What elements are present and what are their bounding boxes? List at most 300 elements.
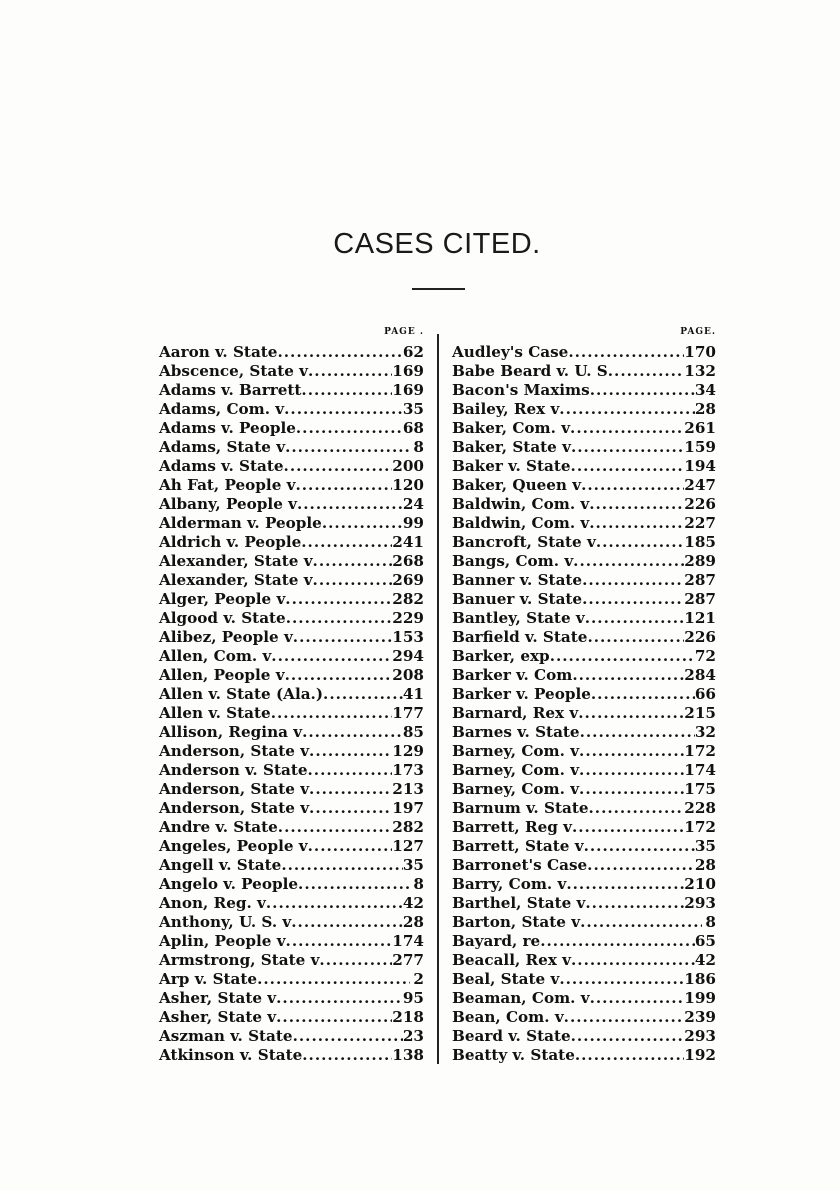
case-page-number: 129 [392,742,424,760]
case-page-number: 229 [392,609,424,627]
dot-leader [301,381,392,400]
dot-leader [590,989,685,1008]
dot-leader [575,1046,684,1065]
dot-leader [313,571,393,590]
right-page-header: PAGE. [680,327,716,337]
case-entry [159,590,424,609]
case-name: Alexander, State v [159,552,313,570]
case-entry [452,780,716,799]
dot-leader [266,894,403,913]
dot-leader [301,533,392,552]
case-name: Bacon's Maxims [452,381,590,399]
case-entry [159,685,424,704]
case-name: Beard v. State [452,1027,571,1045]
dot-leader [584,837,695,856]
dot-leader [257,970,410,989]
case-name: Adams, Com. v [159,400,285,418]
dot-leader [309,799,392,818]
left-column [159,325,424,1065]
case-name: Alibez, People v [159,628,293,646]
case-name: Barthel, State v [452,894,586,912]
case-entry [452,1027,716,1046]
case-name: Barnes v. State [452,723,580,741]
dot-leader [295,476,392,495]
case-page-number: 192 [684,1046,716,1064]
case-page-number: 293 [684,894,716,912]
case-entry [452,571,716,590]
case-entry [159,818,424,837]
dot-leader [559,970,684,989]
dot-leader [309,780,392,799]
case-name: Barry, Com. v [452,875,567,893]
case-name: Angell v. State [159,856,282,874]
case-name: Anon, Reg. v [159,894,266,912]
case-page-number: 197 [392,799,424,817]
case-name: Adams v. State [159,457,284,475]
case-page-number: 132 [684,362,716,380]
case-page-number: 282 [392,590,424,608]
case-entry [159,970,424,989]
case-page-number: 153 [392,628,424,646]
case-page-number: 120 [392,476,424,494]
case-page-number: 85 [402,723,424,741]
case-entry [452,970,716,989]
case-page-number: 72 [694,647,716,665]
case-page-number: 177 [392,704,424,722]
case-name: Baker v. State [452,457,571,475]
case-entry [159,343,424,362]
case-page-number: 226 [684,495,716,513]
case-page-number: 99 [402,514,424,532]
case-name: Allison, Regina v [159,723,303,741]
case-page-number: 32 [694,723,716,741]
case-entry [452,989,716,1008]
case-name: Barnum v. State [452,799,589,817]
case-page-number: 159 [684,438,716,456]
case-entry [159,476,424,495]
case-entry [452,628,716,647]
case-name: Allen, People v [159,666,285,684]
case-name: Barney, Com. v [452,742,580,760]
dot-leader [540,932,695,951]
case-entry [159,495,424,514]
case-name: Aaron v. State [159,343,278,361]
dot-leader [608,362,685,381]
case-entry [159,989,424,1008]
case-name: Beaman, Com. v [452,989,590,1007]
dot-leader [579,742,684,761]
case-entry [159,533,424,552]
case-entry [452,837,716,856]
case-name: Bean, Com. v [452,1008,564,1026]
dot-leader [319,951,392,970]
case-name: Allen v. State (Ala.) [159,685,324,703]
case-name: Atkinson v. State [159,1046,303,1064]
case-name: Beatty v. State [452,1046,575,1064]
right-case-list [452,343,716,1065]
case-entry [159,837,424,856]
case-entry [159,609,424,628]
page-title: CASES CITED. [333,228,541,260]
case-entry [452,742,716,761]
dot-leader [313,552,393,571]
dot-leader [596,533,684,552]
case-name: Barney, Com. v [452,780,580,798]
case-page-number: 247 [684,476,716,494]
case-entry [452,761,716,780]
case-name: Anderson, State v [159,780,310,798]
dot-leader [271,704,393,723]
left-page-header: PAGE . [384,327,424,337]
case-entry [452,1008,716,1027]
case-entry [452,343,716,362]
dot-leader [308,837,393,856]
case-page-number: 95 [402,989,424,1007]
case-page-number: 174 [392,932,424,950]
case-name: Babe Beard v. U. S [452,362,608,380]
column-divider [437,334,439,1064]
case-page-number: 169 [392,381,424,399]
case-name: Asher, State v [159,1008,277,1026]
case-page-number: 8 [413,438,424,456]
case-entry [159,1027,424,1046]
case-page-number: 241 [392,533,424,551]
case-entry [159,1008,424,1027]
right-column [452,325,716,1065]
dot-leader [286,609,393,628]
case-entry [452,818,716,837]
case-name: Beacall, Rex v [452,951,571,969]
case-entry [452,552,716,571]
case-page-number: 261 [684,419,716,437]
case-entry [159,761,424,780]
dot-leader [302,723,403,742]
dot-leader [297,495,403,514]
case-name: Beal, State v [452,970,560,988]
case-name: Barker, exp [452,647,550,665]
dot-leader [308,761,393,780]
case-page-number: 186 [684,970,716,988]
case-entry [159,362,424,381]
case-entry [452,704,716,723]
dot-leader [581,476,684,495]
case-page-number: 208 [392,666,424,684]
case-page-number: 215 [684,704,716,722]
case-page-number: 28 [694,856,716,874]
dot-leader [281,856,403,875]
dot-leader [570,419,684,438]
case-name: Banuer v. State [452,590,583,608]
case-name: Audley's Case [452,343,569,361]
case-page-number: 277 [392,951,424,969]
case-name: Baldwin, Com. v [452,495,590,513]
case-name: Adams, State v [159,438,286,456]
dot-leader [579,780,684,799]
dot-leader [571,457,685,476]
case-name: Allen v. State [159,704,271,722]
dot-leader [571,1027,685,1046]
case-entry [452,533,716,552]
dot-leader [580,723,695,742]
case-page-number: 23 [402,1027,424,1045]
case-name: Barfield v. State [452,628,588,646]
case-page-number: 42 [694,951,716,969]
case-name: Barton, State v [452,913,581,931]
dot-leader [298,875,410,894]
dot-leader [585,609,685,628]
case-page-number: 287 [684,571,716,589]
case-page-number: 173 [392,761,424,779]
case-page-number: 169 [392,362,424,380]
case-page-number: 35 [694,837,716,855]
dot-leader [573,552,684,571]
case-entry [452,495,716,514]
case-page-number: 62 [402,343,424,361]
case-entry [452,913,716,932]
case-entry [452,723,716,742]
case-page-number: 210 [684,875,716,893]
case-entry [452,362,716,381]
dot-leader [571,951,695,970]
case-page-number: 28 [402,913,424,931]
case-page-number: 218 [392,1008,424,1026]
dot-leader [309,742,392,761]
case-name: Angelo v. People [159,875,299,893]
dot-leader [589,514,684,533]
case-page-number: 28 [694,400,716,418]
dot-leader [589,799,685,818]
dot-leader [559,400,695,419]
case-name: Bailey, Rex v [452,400,560,418]
case-entry [452,875,716,894]
case-entry [452,856,716,875]
dot-leader [322,514,403,533]
case-name: Banner v. State [452,571,583,589]
case-page-number: 287 [684,590,716,608]
case-page-number: 34 [694,381,716,399]
case-entry [159,457,424,476]
dot-leader [571,438,684,457]
case-page-number: 175 [684,780,716,798]
dot-leader [582,571,684,590]
case-name: Anderson v. State [159,761,308,779]
dot-leader [550,647,695,666]
case-name: Barker v. Com [452,666,573,684]
case-page-number: 35 [402,856,424,874]
case-entry [159,552,424,571]
case-page-number: 172 [684,742,716,760]
case-entry [159,799,424,818]
case-name: Angeles, People v [159,837,308,855]
case-page-number: 194 [684,457,716,475]
case-page-number: 121 [684,609,716,627]
dot-leader [284,400,403,419]
dot-leader [285,438,410,457]
case-name: Anthony, U. S. v [159,913,292,931]
case-name: Adams v. People [159,419,296,437]
case-page-number: 41 [402,685,424,703]
case-name: Adams v. Barrett [159,381,302,399]
case-name: Aplin, People v [159,932,286,950]
case-entry [159,647,424,666]
case-page-number: 8 [705,913,716,931]
case-page-number: 293 [684,1027,716,1045]
case-page-number: 226 [684,628,716,646]
case-page-number: 239 [684,1008,716,1026]
case-entry [159,932,424,951]
case-name: Baker, Queen v [452,476,582,494]
title-rule [412,288,465,290]
case-entry [159,875,424,894]
left-case-list [159,343,424,1065]
case-page-number: 65 [694,932,716,950]
dot-leader [568,343,684,362]
dot-leader [590,381,695,400]
case-entry [159,571,424,590]
case-page-number: 24 [402,495,424,513]
case-entry [159,704,424,723]
case-name: Alderman v. People [159,514,322,532]
case-name: Alger, People v [159,590,286,608]
case-entry [159,780,424,799]
case-entry [159,628,424,647]
case-page-number: 294 [392,647,424,665]
case-name: Anderson, State v [159,742,310,760]
dot-leader [587,856,695,875]
case-page-number: 289 [684,552,716,570]
case-page-number: 228 [684,799,716,817]
case-page-number: 172 [684,818,716,836]
case-entry [452,951,716,970]
case-name: Arp v. State [159,970,258,988]
case-entry [452,514,716,533]
dot-leader [277,343,402,362]
case-name: Barrett, State v [452,837,584,855]
case-entry [452,400,716,419]
case-page-number: 268 [392,552,424,570]
case-name: Allen, Com. v [159,647,272,665]
case-page-number: 2 [413,970,424,988]
dot-leader [585,894,684,913]
case-entry [159,913,424,932]
dot-leader [572,818,684,837]
case-page-number: 282 [392,818,424,836]
case-page-number: 174 [684,761,716,779]
case-name: Ah Fat, People v [159,476,296,494]
case-name: Baldwin, Com. v [452,514,590,532]
case-entry [159,1046,424,1065]
case-entry [452,609,716,628]
case-name: Barker v. People [452,685,591,703]
case-name: Baker, Com. v [452,419,571,437]
case-page-number: 227 [684,514,716,532]
dot-leader [293,1027,403,1046]
dot-leader [587,628,684,647]
case-name: Algood v. State [159,609,286,627]
case-page-number: 200 [392,457,424,475]
case-entry [452,799,716,818]
case-name: Asher, State v [159,989,277,1007]
case-entry [159,419,424,438]
case-page-number: 284 [684,666,716,684]
dot-leader [293,628,393,647]
case-name: Baker, State v [452,438,571,456]
dot-leader [302,1046,392,1065]
case-name: Armstrong, State v [159,951,320,969]
case-page-number: 66 [694,685,716,703]
case-entry [159,381,424,400]
case-entry [452,457,716,476]
dot-leader [284,457,393,476]
dot-leader [566,875,684,894]
dot-leader [276,989,403,1008]
dot-leader [285,666,393,685]
case-entry [159,742,424,761]
dot-leader [579,761,684,780]
case-name: Bancroft, State v [452,533,596,551]
case-page-number: 170 [684,343,716,361]
case-entry [159,438,424,457]
case-page-number: 213 [392,780,424,798]
case-entry [159,723,424,742]
dot-leader [564,1008,685,1027]
dot-leader [323,685,403,704]
case-entry [452,381,716,400]
dot-leader [578,704,684,723]
case-entry [452,438,716,457]
case-entry [452,666,716,685]
case-name: Abscence, State v [159,362,309,380]
dot-leader [291,913,403,932]
case-name: Bayard, re [452,932,541,950]
case-page-number: 138 [392,1046,424,1064]
case-page-number: 199 [684,989,716,1007]
case-entry [452,894,716,913]
case-entry [159,514,424,533]
case-entry [159,856,424,875]
dot-leader [271,647,392,666]
case-page-number: 42 [402,894,424,912]
dot-leader [286,932,393,951]
dot-leader [582,590,684,609]
case-entry [159,951,424,970]
case-page-number: 185 [684,533,716,551]
dot-leader [278,818,393,837]
case-name: Anderson, State v [159,799,310,817]
case-name: Barnard, Rex v [452,704,579,722]
case-page-number: 127 [392,837,424,855]
case-name: Bangs, Com. v [452,552,574,570]
dot-leader [580,913,702,932]
case-entry [452,419,716,438]
case-page-number: 35 [402,400,424,418]
case-entry [452,647,716,666]
case-name: Barronet's Case [452,856,588,874]
case-entry [452,1046,716,1065]
case-name: Albany, People v [159,495,297,513]
dot-leader [589,495,684,514]
dot-leader [572,666,684,685]
dot-leader [285,590,392,609]
case-entry [452,476,716,495]
case-name: Andre v. State [159,818,278,836]
case-page-number: 269 [392,571,424,589]
case-entry [159,666,424,685]
case-entry [452,590,716,609]
dot-leader [276,1008,392,1027]
case-entry [159,400,424,419]
case-name: Barrett, Reg v [452,818,572,836]
